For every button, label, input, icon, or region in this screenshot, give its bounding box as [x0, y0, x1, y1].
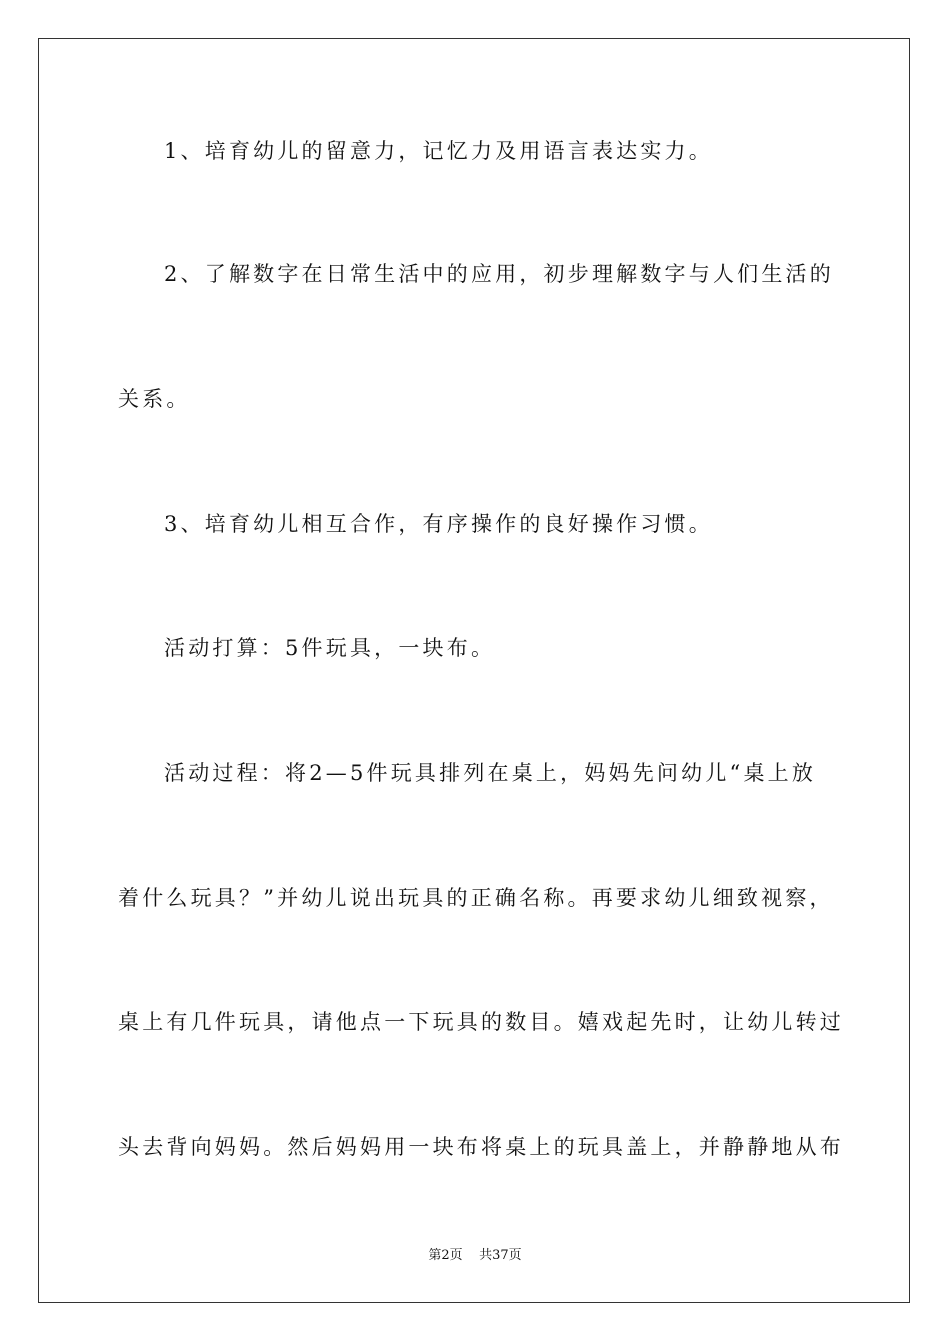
paragraph-line-4: 3、培育幼儿相互合作，有序操作的良好操作习惯。 [164, 512, 713, 536]
paragraph-line-2: 2、了解数字在日常生活中的应用，初步理解数字与人们生活的 [164, 262, 834, 286]
paragraph-line-7: 着什么玩具？”并幼儿说出玩具的正确名称。再要求幼儿细致视察， [118, 886, 834, 910]
paragraph-line-9: 头去背向妈妈。然后妈妈用一块布将桌上的玩具盖上，并静静地从布 [118, 1135, 844, 1159]
paragraph-line-6: 活动过程：将2—5件玩具排列在桌上，妈妈先问幼儿“桌上放 [164, 761, 817, 785]
page-number: 第2页 [428, 1248, 463, 1263]
page-border [38, 38, 910, 1303]
page-total: 共37页 [479, 1248, 522, 1263]
page-footer [0, 1244, 950, 1263]
paragraph-line-5: 活动打算：5件玩具，一块布。 [164, 636, 496, 660]
paragraph-line-8: 桌上有几件玩具，请他点一下玩具的数目。嬉戏起先时，让幼儿转过 [118, 1010, 844, 1034]
paragraph-line-3: 关系。 [118, 387, 191, 411]
paragraph-line-1: 1、培育幼儿的留意力，记忆力及用语言表达实力。 [164, 139, 713, 163]
